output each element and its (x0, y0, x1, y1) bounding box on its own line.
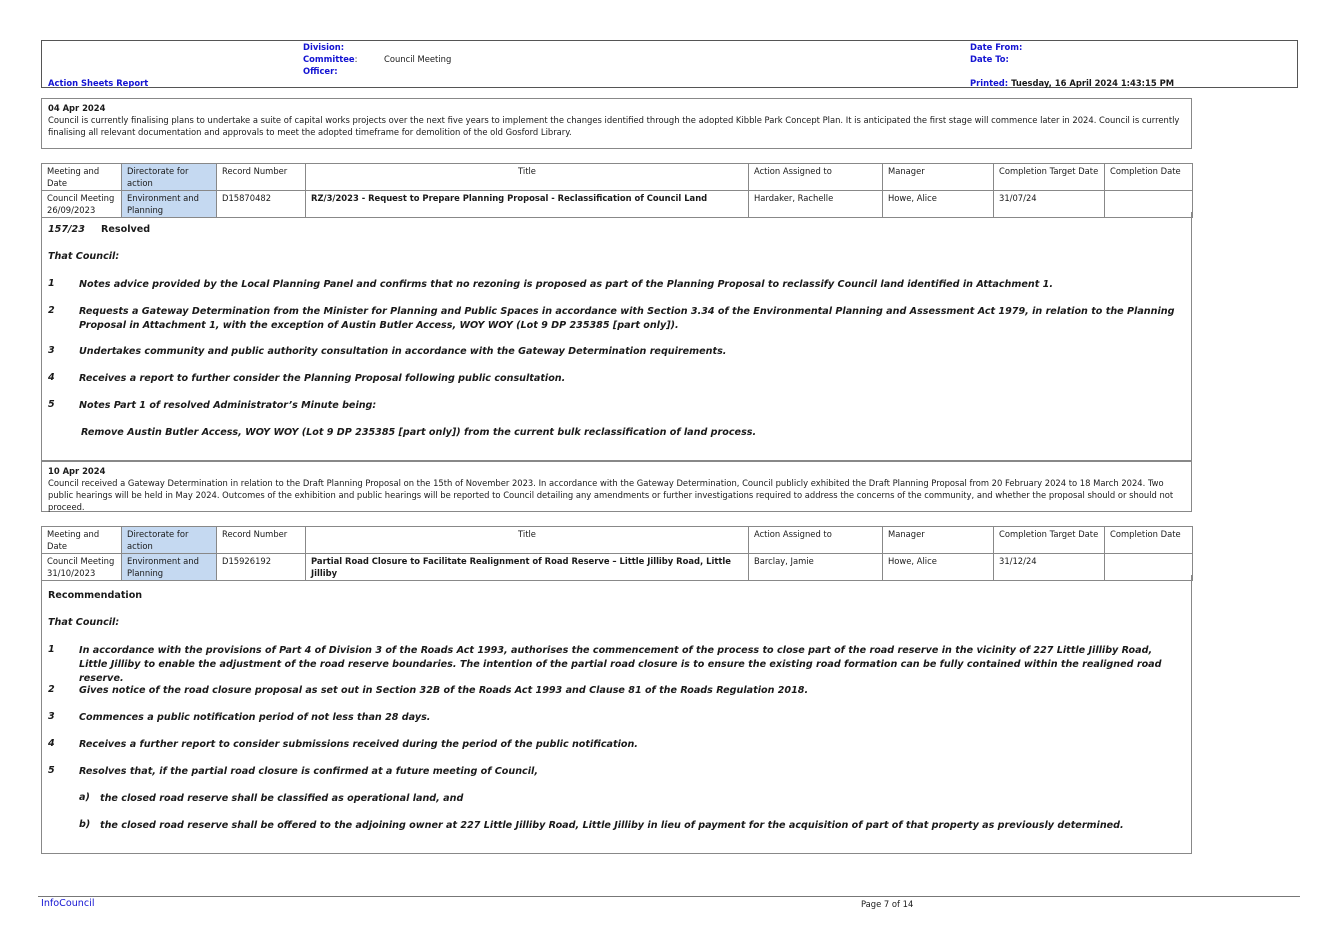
point-text: Notes advice provided by the Local Planning Panel and confirms that no rezoning is proposed as part of the Planning Proposal to reclassify Council land identified in Attachment 1. (79, 279, 1053, 290)
point-number: 1 (48, 644, 55, 655)
note-text: Council is currently finalising plans to undertake a suite of capital works projects over the next five years to implement the changes identified through the adopted Kibble Park Concept Plan. It is anticipated the first stage will commence later in 2024. Council is currently finalising all relevant documentation and approvals to meet the adopted timeframe for demolition of the old Gosford Library. (48, 115, 1180, 137)
recommendation-heading: Recommendation (48, 590, 143, 601)
col-record: Record Number (217, 527, 306, 554)
date-to-label: Date To: (970, 54, 1009, 64)
printed-value: Tuesday, 16 April 2024 1:43:15 PM (1011, 78, 1175, 88)
committee-colon: : (354, 54, 358, 64)
subpoint-letter: b) (79, 819, 91, 830)
subpoint-letter: a) (79, 792, 90, 803)
cell-record: D15926192 (217, 554, 306, 581)
cell-directorate: Environment and Planning (122, 554, 217, 581)
col-directorate: Directorate for action (122, 164, 217, 191)
cell-assigned: Hardaker, Rachelle (749, 191, 883, 218)
committee-label (303, 54, 357, 64)
col-directorate: Directorate for action (122, 527, 217, 554)
cell-assigned: Barclay, Jamie (749, 554, 883, 581)
resolution-number: 157/23 (48, 224, 85, 235)
action-table-2 (41, 526, 1193, 581)
division-label: Division: (303, 42, 345, 52)
point-text: Resolves that, if the partial road closure is confirmed at a future meeting of Council, (79, 766, 538, 777)
report-header (41, 40, 1298, 88)
col-meeting: Meeting and Date (42, 527, 122, 554)
point-text: Requests a Gateway Determination from the Minister for Planning and Public Spaces in accordance with Section 3.34 of the Environmental Planning and Assessment Act 1979, in relation to the Planning Proposal in Attachment 1, with the exception of Austin Butler Access, WOY WOY (Lot 9 DP 235385 [part only]). (79, 306, 1175, 331)
date-from-label: Date From: (970, 42, 1023, 52)
resolution-status: Resolved (101, 224, 151, 235)
point-number: 2 (48, 305, 55, 316)
officer-label: Officer: (303, 66, 338, 76)
note-date: 10 Apr 2024 (48, 466, 106, 476)
cell-title: RZ/3/2023 - Request to Prepare Planning Proposal - Reclassification of Council Land (306, 191, 749, 218)
table-header-row (42, 164, 1193, 191)
point-number: 1 (48, 278, 55, 289)
col-manager: Manager (883, 164, 994, 191)
cell-meeting: Council Meeting 31/10/2023 (42, 554, 122, 581)
cell-directorate: Environment and Planning (122, 191, 217, 218)
col-record: Record Number (217, 164, 306, 191)
col-completion: Completion Date (1105, 164, 1193, 191)
table-header-row (42, 527, 1193, 554)
resolution-body-1 (41, 212, 1192, 461)
footer-app-name: InfoCouncil (41, 898, 95, 909)
point-text: Receives a report to further consider the Planning Proposal following public consultation. (79, 373, 566, 384)
cell-record: D15870482 (217, 191, 306, 218)
action-table-1 (41, 163, 1193, 218)
point-text: Undertakes community and public authority consultation in accordance with the Gateway Determination requirements. (79, 346, 727, 357)
printed-label: Printed: (970, 78, 1009, 88)
resolution-body-2 (41, 575, 1192, 854)
progress-note-1 (41, 98, 1192, 149)
point-text: In accordance with the provisions of Part 4 of Division 3 of the Roads Act 1993, authorises the commencement of the process to close part of the road reserve in the vicinity of 227 Little Jilliby Road, Little Jilliby to enable the adjustment of the road reserve boundaries. The intention of the partial road closure is to ensure the existing road formation can be fully contained within the realigned road reserve. (79, 645, 1162, 684)
note-text: Council received a Gateway Determination in relation to the Draft Planning Proposal on the 15th of November 2023. In accordance with the Gateway Determination, Council publicly exhibited the Draft Planning Proposal from 20 February 2024 to 18 March 2024. Two public hearings will be held in May 2024. Outcomes of the exhibition and public hearings will be reported to Council detailing any amendments or further investigations required to address the concerns of the community, and whether the proposal should or should not proceed. (48, 478, 1174, 512)
progress-note-2 (41, 461, 1192, 512)
cell-meeting: Council Meeting 26/09/2023 (42, 191, 122, 218)
col-assigned: Action Assigned to (749, 527, 883, 554)
point-number: 5 (48, 399, 55, 410)
that-council: That Council: (48, 251, 120, 262)
point-number: 4 (48, 738, 55, 749)
cell-manager: Howe, Alice (883, 191, 994, 218)
point-number: 3 (48, 711, 55, 722)
point-text: Notes Part 1 of resolved Administrator’s Minute being: (79, 400, 377, 411)
report-title: Action Sheets Report (48, 78, 149, 88)
that-council: That Council: (48, 617, 120, 628)
cell-title: Partial Road Closure to Facilitate Realignment of Road Reserve – Little Jilliby Road, Little Jilliby (306, 554, 749, 581)
subpoint-text: the closed road reserve shall be offered to the adjoining owner at 227 Little Jilliby Road, Little Jilliby in lieu of payment for the acquisition of part of that property as previously determined. (100, 820, 1124, 831)
point-number: 2 (48, 684, 55, 695)
point-number: 3 (48, 345, 55, 356)
point-text: Gives notice of the road closure proposal as set out in Section 32B of the Roads Act 1993 and Clause 81 of the Roads Regulation 2018. (79, 685, 809, 696)
printed-line (970, 78, 1174, 88)
col-target: Completion Target Date (994, 527, 1105, 554)
administrator-minute: Remove Austin Butler Access, WOY WOY (Lot 9 DP 235385 [part only]) from the current bulk reclassification of land process. (81, 427, 757, 438)
col-completion: Completion Date (1105, 527, 1193, 554)
point-number: 5 (48, 765, 55, 776)
cell-target: 31/12/24 (994, 554, 1105, 581)
point-text: Commences a public notification period of not less than 28 days. (79, 712, 431, 723)
committee-label-text: Committee (303, 54, 355, 64)
cell-target: 31/07/24 (994, 191, 1105, 218)
committee-value: Council Meeting (384, 54, 452, 64)
point-text: Receives a further report to consider submissions received during the period of the public notification. (79, 739, 638, 750)
col-target: Completion Target Date (994, 164, 1105, 191)
point-number: 4 (48, 372, 55, 383)
subpoint-text: the closed road reserve shall be classified as operational land, and (100, 793, 464, 804)
note-date: 04 Apr 2024 (48, 103, 106, 113)
footer-divider (38, 896, 1300, 897)
col-meeting: Meeting and Date (42, 164, 122, 191)
col-title: Title (306, 164, 749, 191)
col-assigned: Action Assigned to (749, 164, 883, 191)
col-title: Title (306, 527, 749, 554)
col-manager: Manager (883, 527, 994, 554)
page-number: Page 7 of 14 (861, 899, 914, 909)
cell-manager: Howe, Alice (883, 554, 994, 581)
